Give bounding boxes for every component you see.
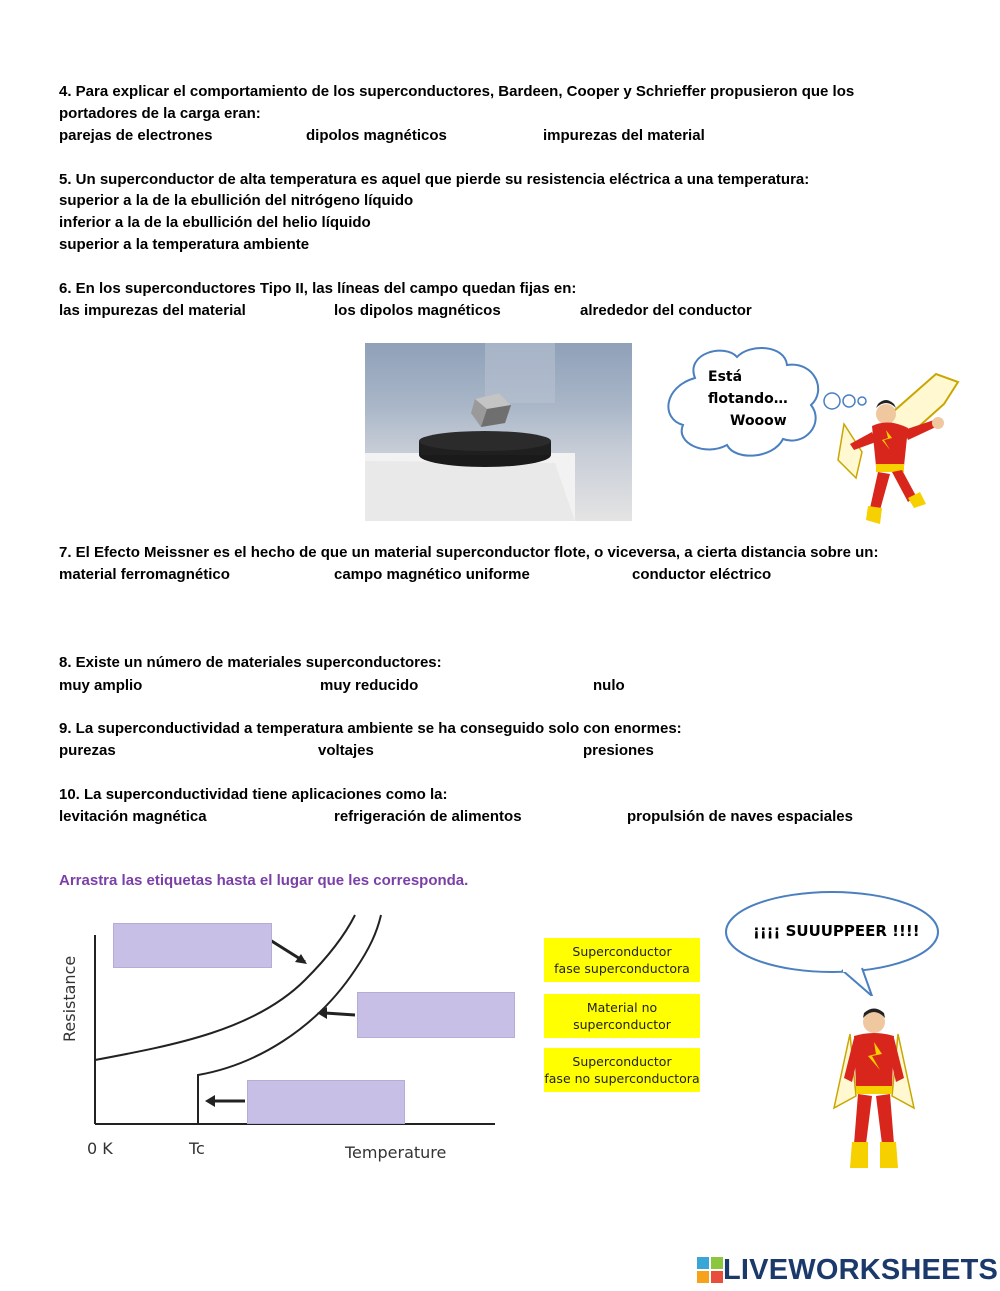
liveworksheets-logo <box>697 1254 998 1287</box>
drag-label-2-line1: Material no <box>586 1000 658 1015</box>
question-7 <box>59 542 878 564</box>
q5-option-3[interactable]: superior a la temperatura ambiente <box>59 236 310 253</box>
question-9-text: 9. La superconductividad a temperatura ambiente se ha conseguido solo con enormes: <box>59 720 682 737</box>
q5-option-1[interactable]: superior a la de la ebullición del nitrógeno líquido <box>59 192 414 209</box>
drag-instruction: Arrastra las etiquetas hasta el lugar que les corresponda. <box>59 872 469 889</box>
q9-option-2[interactable]: voltajes <box>318 742 374 759</box>
q10-option-2[interactable]: refrigeración de alimentos <box>334 808 522 825</box>
q6-option-1[interactable]: las impurezas del material <box>59 302 246 319</box>
q6-option-3[interactable]: alrededor del conductor <box>580 302 752 319</box>
tick-0k: 0 K <box>87 1139 113 1158</box>
question-7-text: 7. El Efecto Meissner es el hecho de que un material superconductor flote, o viceversa, a cierta distancia sobre un: <box>59 544 879 561</box>
drag-label-3[interactable] <box>544 1048 700 1092</box>
question-5-text: 5. Un superconductor de alta temperatura es aquel que pierde su resistencia eléctrica a una temperatura: <box>59 171 810 188</box>
question-8 <box>59 652 442 674</box>
thought-text <box>708 366 788 432</box>
drag-label-3-line2: fase no superconductora <box>544 1071 700 1086</box>
q7-option-3[interactable]: conductor eléctrico <box>632 566 772 583</box>
q4-option-3[interactable]: impurezas del material <box>543 127 705 144</box>
speech-bubble <box>722 888 942 996</box>
dropzone-1[interactable] <box>113 923 272 968</box>
question-4-text-line2: portadores de la carga eran: <box>59 105 261 122</box>
q8-option-2[interactable]: muy reducido <box>320 677 419 694</box>
question-4 <box>59 81 854 125</box>
drag-label-1-line1: Superconductor <box>572 944 672 959</box>
thought-line-3: Wooow <box>730 413 787 429</box>
drag-label-3-line1: Superconductor <box>572 1054 672 1069</box>
drag-label-1-line2: fase superconductora <box>554 961 690 976</box>
q10-option-1[interactable]: levitación magnética <box>59 808 207 825</box>
thought-line-2: flotando… <box>708 391 788 407</box>
drag-label-1[interactable] <box>544 938 700 982</box>
thought-line-1: Está <box>708 369 743 385</box>
question-10 <box>59 784 447 806</box>
question-5 <box>59 169 809 191</box>
q8-option-1[interactable]: muy amplio <box>59 677 143 694</box>
logo-text: LIVEWORKSHEETS <box>723 1254 999 1286</box>
flying-superhero-icon <box>826 368 964 532</box>
q7-option-2[interactable]: campo magnético uniforme <box>334 566 530 583</box>
question-10-text: 10. La superconductividad tiene aplicaciones como la: <box>59 786 448 803</box>
question-6-text: 6. En los superconductores Tipo II, las líneas del campo quedan fijas en: <box>59 280 577 297</box>
speech-text: ¡¡¡¡ SUUUPPEER !!!! <box>753 922 920 940</box>
question-8-text: 8. Existe un número de materiales superconductores: <box>59 654 442 671</box>
q5-option-2[interactable]: inferior a la de la ebullición del helio líquido <box>59 214 371 231</box>
question-9 <box>59 718 682 740</box>
q6-option-2[interactable]: los dipolos magnéticos <box>334 302 501 319</box>
q9-option-1[interactable]: purezas <box>59 742 116 759</box>
question-6 <box>59 278 576 300</box>
drag-label-2-line2: superconductor <box>573 1017 671 1032</box>
q9-option-3[interactable]: presiones <box>583 742 654 759</box>
x-axis-label: Temperature <box>345 1143 447 1162</box>
question-4-text-line1: 4. Para explicar el comportamiento de los superconductores, Bardeen, Cooper y Schrieffer propusieron que los <box>59 83 855 100</box>
q7-option-1[interactable]: material ferromagnético <box>59 566 230 583</box>
logo-blocks-icon <box>697 1257 723 1285</box>
levitation-photo <box>365 343 632 521</box>
drag-label-2[interactable] <box>544 994 700 1038</box>
q4-option-2[interactable]: dipolos magnéticos <box>306 127 447 144</box>
tick-tc: Tc <box>189 1139 205 1158</box>
dropzone-3[interactable] <box>247 1080 405 1124</box>
dropzone-2[interactable] <box>357 992 515 1038</box>
q10-option-3[interactable]: propulsión de naves espaciales <box>627 808 853 825</box>
q8-option-3[interactable]: nulo <box>593 677 625 694</box>
standing-superhero-icon <box>826 1004 922 1174</box>
q4-option-1[interactable]: parejas de electrones <box>59 127 213 144</box>
y-axis-label: Resistance <box>60 955 79 1042</box>
